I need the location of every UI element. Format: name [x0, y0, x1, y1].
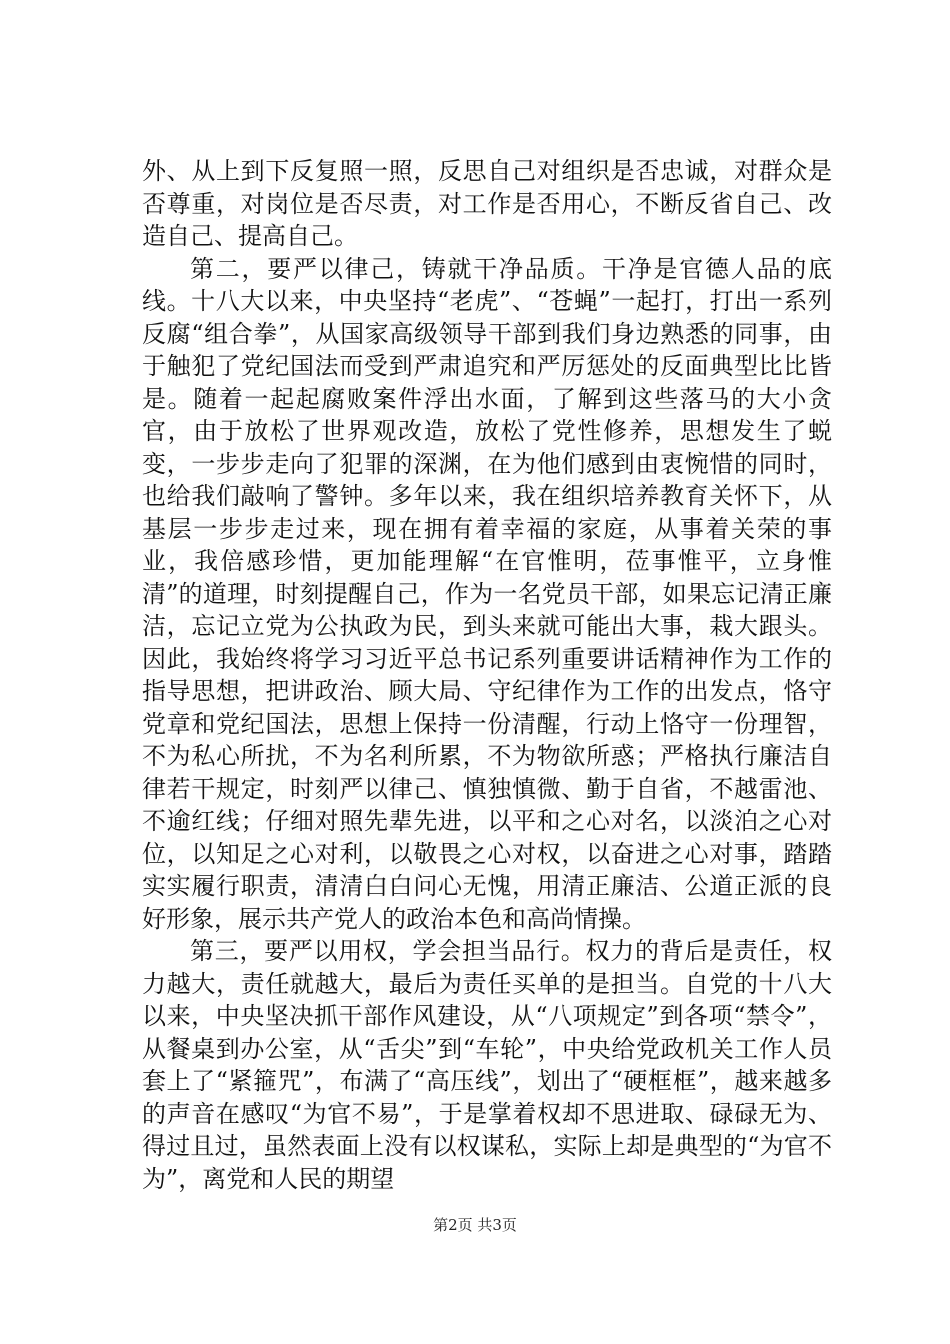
page-footer — [0, 1214, 950, 1235]
paragraph-second-point: 第二，要严以律己，铸就干净品质。干净是官德人品的底线。十八大以来，中央坚持“老虎”、“苍蝇”一起打，打出一系列反腐“组合拳”，从国家高级领导干部到我们身边熟悉的同事，由于触犯了党纪国法而受到严肃追究和严厉惩处的反面典型比比皆是。随着一起起腐败案件浮出水面，了解到这些落马的大小贪官，由于放松了世界观改造，放松了党性修养，思想发生了蜕变，一步步走向了犯罪的深渊，在为他们感到由衷惋惜的同时，也给我们敲响了警钟。多年以来，我在组织培养教育关怀下，从基层一步步走过来，现在拥有着幸福的家庭，从事着关荣的事业，我倍感珍惜，更加能理解“在官惟明，莅事惟平，立身惟清”的道理，时刻提醒自己，作为一名党员干部，如果忘记清正廉洁，忘记立党为公执政为民，到头来就可能出大事，栽大跟头。因此，我始终将学习习近平总书记系列重要讲话精神作为工作的指导思想，把讲政治、顾大局、守纪律作为工作的出发点，恪守党章和党纪国法，思想上保持一份清醒，行动上恪守一份理智，不为私心所扰，不为名利所累，不为物欲所惑；严格执行廉洁自律若干规定，时刻严以律己、慎独慎微、勤于自省，不越雷池、不逾红线；仔细对照先辈先进，以平和之心对名，以淡泊之心对位，以知足之心对利，以敬畏之心对权，以奋进之心对事，踏踏实实履行职责，清清白白问心无愧，用清正廉洁、公道正派的良好形象，展示共产党人的政治本色和高尚情操。 — [142, 254, 832, 933]
page-number-label: 第2页 共3页 — [433, 1216, 517, 1234]
document-body — [142, 155, 832, 1195]
paragraph-third-point: 第三，要严以用权，学会担当品行。权力的背后是责任，权力越大，责任就越大，最后为责任买单的是担当。自党的十八大以来，中央坚决抓干部作风建设，从“八项规定”到各项“禁令”，从餐桌到办公室，从“舌尖”到“车轮”，中央给党政机关工作人员套上了“紧箍咒”，布满了“高压线”，划出了“硬框框”，越来越多的声音在感叹“为官不易”，于是掌着权却不思进取、碌碌无为、得过且过，虽然表面上没有以权谋私，实际上却是典型的“为官不为”，离党和人民的期望 — [142, 937, 832, 1193]
paragraph-continuation: 外、从上到下反复照一照，反思自己对组织是否忠诚，对群众是否尊重，对岗位是否尽责，对工作是否用心，不断反省自己、改造自己、提高自己。 — [142, 157, 832, 250]
